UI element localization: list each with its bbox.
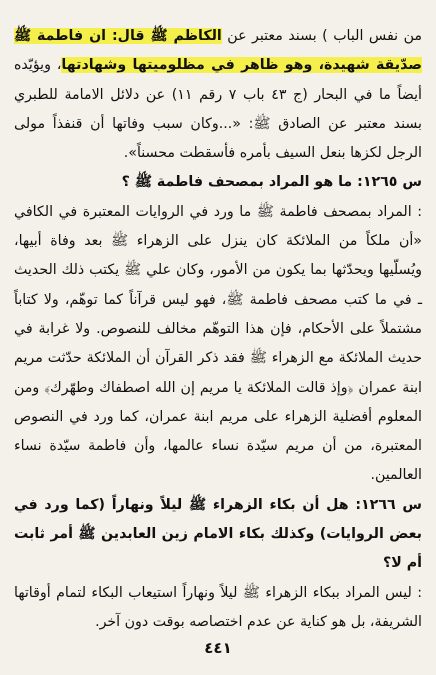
paragraph-intro-text: من نفس الباب ) بسند معتبر عن — [221, 28, 423, 44]
paragraph-continuation — [14, 22, 422, 168]
answer-1266: : ليس المراد ببكاء الزهراء ﷺ ليلاً ونهاراً استيعاب البكاء لتمام أوقاتها الشريفة، بل هو كناية عن عدم اختصاصه بوقت دون آخر. — [14, 584, 422, 630]
highlighted-quote: الكاظم ﷺ قال: ان فاطمة ﷺ صدّيقة شهيدة، وهو ظاهر في مظلوميتها وشهادتها — [14, 28, 422, 74]
page-number: ٤٤١ — [204, 639, 232, 657]
answer-1265: : المراد بمصحف فاطمة ﷺ ما ورد في الروايات المعتبرة في الكافي «أن ملكاً من الملائكة كان ينزل على الزهراء ﷺ بعد وفاة أبيها، ويُسلّيها ويحدّثها بما يكون من الأمور، وكان علي ﷺ يكتب ذلك الحديث ـ في ما كتب مصحف فاطمة ﷺ، فهو ليس قرآناً كما توهّم، ولا كتاباً مشتملاً على الأحكام، فإن هذا التوهّم مخالف للنصوص. ولا غرابة في حديث الملائكة مع الزهراء ﷺ فقد ذكر القرآن أن الملائكة حدّثت مريم ابنة عمران ﴿وإذ قالت الملائكة يا مريم إن الله اصطفاك وطهّرك﴾ ومن المعلوم أفضلية الزهراء على مريم ابنة عمران، كما ورد في النصوص المعتبرة، من أن مريم سيّدة نساء عالمها، وأن فاطمة سيّدة نساء العالمين. — [14, 203, 422, 484]
page-text — [14, 22, 422, 637]
question-1265: س ١٢٦٥: ما هو المراد بمصحف فاطمة ﷺ ؟ — [121, 174, 422, 191]
question-1266: س ١٢٦٦: هل أن بكاء الزهراء ﷺ ليلاً ونهاراً (كما ورد في بعض الروايات) وكذلك بكاء الامام زين العابدين ﷺ أمر ثابت أم لا؟ — [14, 496, 422, 572]
paragraph-tail-text: ، ويؤيّده أيضاً ما في البحار (ج ٤٣ باب ٧ رقم ١١) عن دلائل الامامة للطبري بسند معتبر عن الصادق ﷺ: «...وكان سبب وفاتها أن قنفذاً مولى الرجل لكزها بنعل السيف بأمره فأسقطت محسناً». — [14, 57, 422, 162]
